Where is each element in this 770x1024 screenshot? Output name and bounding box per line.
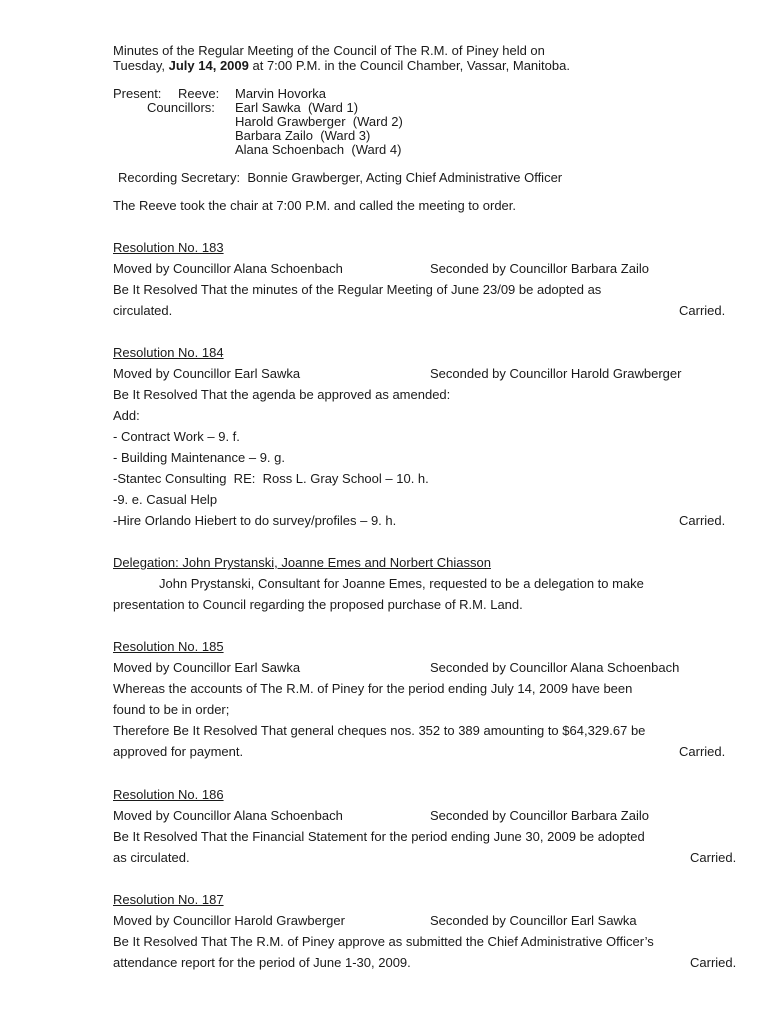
agenda-item: -Stantec Consulting RE: Ross L. Gray School – 10. h.	[113, 471, 429, 486]
resolution-183-body-2: circulated.	[113, 303, 173, 318]
agenda-item: - Contract Work – 9. f.	[113, 429, 240, 444]
resolution-183-body-1: Be It Resolved That the minutes of the Regular Meeting of June 23/09 be adopted as	[113, 282, 602, 297]
header-line-1: Minutes of the Regular Meeting of the Council of The R.M. of Piney held on	[113, 43, 545, 58]
agenda-item: - Building Maintenance – 9. g.	[113, 450, 285, 465]
resolution-187-body-2: attendance report for the period of June 1-30, 2009.	[113, 955, 411, 970]
header-day: Tuesday,	[113, 58, 169, 73]
delegation-title: Delegation: John Prystanski, Joanne Emes and Norbert Chiasson	[113, 555, 491, 570]
present-label: Present:	[113, 86, 162, 101]
councillor-3: Barbara Zailo (Ward 3)	[235, 128, 371, 143]
resolution-186-carried: Carried.	[690, 850, 737, 865]
resolution-185-body-2: found to be in order;	[113, 702, 230, 717]
resolution-184-seconded: Seconded by Councillor Harold Grawberger	[430, 366, 682, 381]
resolution-186-seconded: Seconded by Councillor Barbara Zailo	[430, 808, 649, 823]
resolution-187-body-1: Be It Resolved That The R.M. of Piney approve as submitted the Chief Administrative Officer’s	[113, 934, 654, 949]
resolution-183-seconded: Seconded by Councillor Barbara Zailo	[430, 261, 649, 276]
header-location: at 7:00 P.M. in the Council Chamber, Vassar, Manitoba.	[248, 58, 570, 73]
agenda-item: -Hire Orlando Hiebert to do survey/profiles – 9. h.	[113, 513, 397, 528]
resolution-185-moved: Moved by Councillor Earl Sawka	[113, 660, 301, 675]
delegation-body-2: presentation to Council regarding the proposed purchase of R.M. Land.	[113, 597, 523, 612]
resolution-187-carried: Carried.	[690, 955, 737, 970]
resolution-185-carried: Carried.	[679, 744, 726, 759]
councillor-1: Earl Sawka (Ward 1)	[235, 100, 359, 115]
resolution-186-title: Resolution No. 186	[113, 787, 224, 802]
resolution-187-moved: Moved by Councillor Harold Grawberger	[113, 913, 345, 928]
reeve-name: Marvin Hovorka	[235, 86, 327, 101]
resolution-186-moved: Moved by Councillor Alana Schoenbach	[113, 808, 343, 823]
resolution-185-seconded: Seconded by Councillor Alana Schoenbach	[430, 660, 680, 675]
resolution-183-moved: Moved by Councillor Alana Schoenbach	[113, 261, 343, 276]
resolution-183-title: Resolution No. 183	[113, 240, 224, 255]
resolution-184-moved: Moved by Councillor Earl Sawka	[113, 366, 301, 381]
agenda-item: -9. e. Casual Help	[113, 492, 218, 507]
resolution-185-title: Resolution No. 185	[113, 639, 224, 654]
resolution-184-carried: Carried.	[679, 513, 726, 528]
councillor-4: Alana Schoenbach (Ward 4)	[235, 142, 402, 157]
resolution-184-title: Resolution No. 184	[113, 345, 224, 360]
header-line-2	[113, 58, 570, 73]
resolution-186-body-1: Be It Resolved That the Financial Statement for the period ending June 30, 2009 be adopted	[113, 829, 645, 844]
resolution-185-body-4: approved for payment.	[113, 744, 244, 759]
opening-statement: The Reeve took the chair at 7:00 P.M. and called the meeting to order.	[113, 198, 517, 213]
delegation-body-1: John Prystanski, Consultant for Joanne Emes, requested to be a delegation to make	[159, 576, 644, 591]
resolution-187-title: Resolution No. 187	[113, 892, 224, 907]
resolution-184-add: Add:	[113, 408, 140, 423]
recording-secretary: Recording Secretary: Bonnie Grawberger, Acting Chief Administrative Officer	[118, 170, 563, 185]
resolution-183-carried: Carried.	[679, 303, 726, 318]
councillors-label: Councillors:	[147, 100, 215, 115]
resolution-185-body-1: Whereas the accounts of The R.M. of Piney for the period ending July 14, 2009 have been	[113, 681, 633, 696]
reeve-label: Reeve:	[178, 86, 220, 101]
meeting-date: July 14, 2009	[168, 58, 249, 73]
resolution-186-body-2: as circulated.	[113, 850, 190, 865]
councillor-2: Harold Grawberger (Ward 2)	[235, 114, 403, 129]
resolution-187-seconded: Seconded by Councillor Earl Sawka	[430, 913, 637, 928]
resolution-184-body-1: Be It Resolved That the agenda be approved as amended:	[113, 387, 451, 402]
resolution-185-body-3: Therefore Be It Resolved That general cheques nos. 352 to 389 amounting to $64,329.67 be	[113, 723, 646, 738]
